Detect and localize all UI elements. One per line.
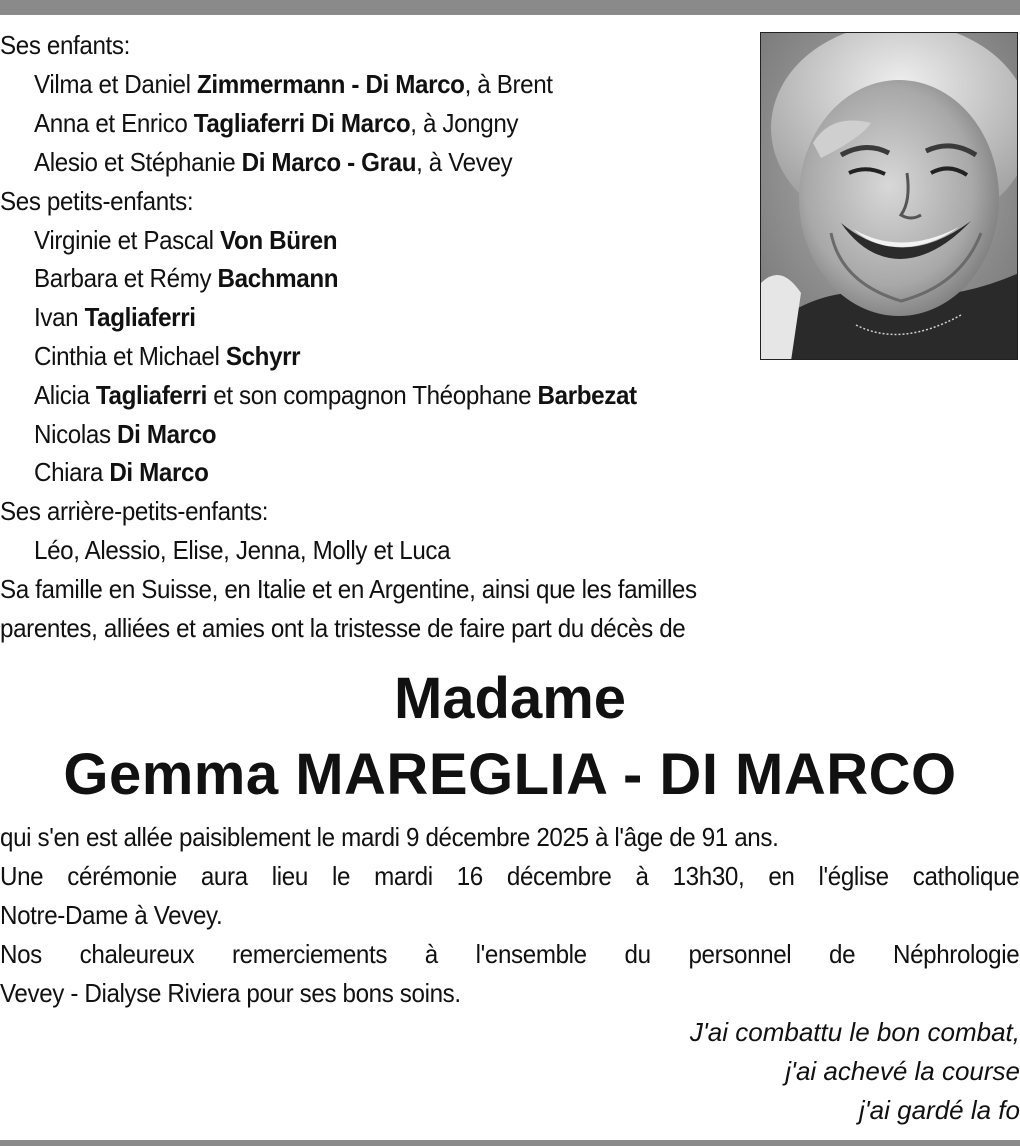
grandchild-entry: Barbara et Rémy Bachmann [34,263,339,293]
grandchild-entry: Ivan Tagliaferri [34,302,196,332]
grandchild-entry: Cinthia et Michael Schyrr [34,341,301,371]
ceremony-text: Une cérémonie aura lieu le mardi 16 décembre à 13h30, en l'église catholique [0,861,1020,891]
grandchildren-heading: Ses petits-enfants: [0,186,194,216]
grandchild-entry: Alicia Tagliaferri et son compagnon Théophane Barbezat [34,380,637,410]
grandchild-entry: Nicolas Di Marco [34,419,217,449]
child-entry: Alesio et Stéphanie Di Marco - Grau, à Vevey [34,147,513,177]
thanks-text: Vevey - Dialyse Riviera pour ses bons soins. [0,978,461,1008]
deceased-title: Madame [393,666,627,731]
grandchild-entry: Virginie et Pascal Von Büren [34,225,338,255]
bottom-rule [0,1140,1020,1146]
closing-quote-line: J'ai combattu le bon combat, [689,1017,1020,1047]
announcement-text: Sa famille en Suisse, en Italie et en Argentine, ainsi que les familles [0,574,697,604]
announcement-text: parentes, alliées et amies ont la tristesse de faire part du décès de [0,613,686,643]
top-rule [0,0,1020,15]
closing-quote-line: j'ai achevé la course [785,1056,1020,1086]
deceased-name: Gemma MAREGLIA - DI MARCO [63,742,957,807]
portrait-photo [760,32,1018,360]
thanks-text: Nos chaleureux remerciements à l'ensemble du personnel de Néphrologie [0,939,1020,969]
death-notice: qui s'en est allée paisiblement le mardi 9 décembre 2025 à l'âge de 91 ans. [0,822,779,852]
great-grandchildren-heading: Ses arrière-petits-enfants: [0,496,269,526]
grandchild-entry: Chiara Di Marco [34,457,209,487]
children-heading: Ses enfants: [0,30,130,60]
great-grandchildren-list: Léo, Alessio, Elise, Jenna, Molly et Luca [34,535,451,565]
child-entry: Anna et Enrico Tagliaferri Di Marco, à Jongny [34,108,519,138]
ceremony-text: Notre-Dame à Vevey. [0,900,223,930]
child-entry: Vilma et Daniel Zimmermann - Di Marco, à Brent [34,69,553,99]
closing-quote-line: j'ai gardé la fo [858,1095,1020,1125]
